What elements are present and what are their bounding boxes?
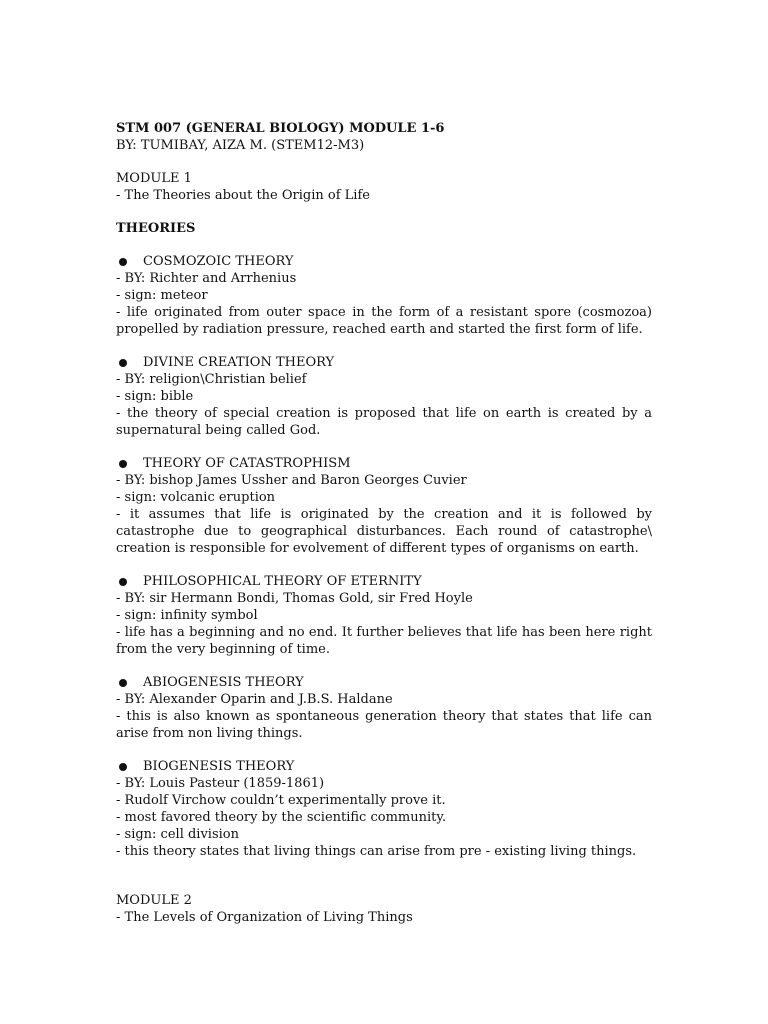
theory-description: - this theory states that living things can arise from pre - existing living things. xyxy=(116,844,637,859)
theory-name: ABIOGENESIS THEORY xyxy=(143,675,304,690)
theory-description: - it assumes that life is originated by the creation and it is followed by catastrophe due to geographical disturbances. Each round of catastrophe\ creation is responsible for evolvement of different types of organisms on earth. xyxy=(116,507,652,556)
theory-heading xyxy=(116,253,652,270)
spacer xyxy=(116,204,652,220)
theory-sign: - sign: bible xyxy=(116,389,194,404)
theory-description: - this is also known as spontaneous generation theory that states that life can arise from non living things. xyxy=(116,709,652,741)
theory-catastrophism xyxy=(116,455,652,557)
module1-heading: MODULE 1 xyxy=(116,171,192,186)
theory-divine-creation xyxy=(116,354,652,439)
bullet-icon xyxy=(119,460,127,468)
theory-name: DIVINE CREATION THEORY xyxy=(143,355,335,370)
theory-heading xyxy=(116,573,652,590)
bullet-icon xyxy=(119,359,127,367)
theory-by: - BY: sir Hermann Bondi, Thomas Gold, sir Fred Hoyle xyxy=(116,591,473,606)
theory-description: - the theory of special creation is proposed that life on earth is created by a supernatural being called God. xyxy=(116,406,652,438)
spacer xyxy=(116,876,652,892)
theory-by: - BY: bishop James Ussher and Baron Georges Cuvier xyxy=(116,473,467,488)
theory-description: - life originated from outer space in the form of a resistant spore (cosmozoa) propelled by radiation pressure, reached earth and started the first form of life. xyxy=(116,305,652,337)
theory-description: - life has a beginning and no end. It further believes that life has been here right from the very beginning of time. xyxy=(116,625,652,657)
spacer xyxy=(116,154,652,170)
theory-name: THEORY OF CATASTROPHISM xyxy=(143,456,351,471)
bullet-icon xyxy=(119,258,127,266)
theory-biogenesis xyxy=(116,758,652,860)
bullet-icon xyxy=(119,763,127,771)
theory-sign: - sign: meteor xyxy=(116,288,208,303)
spacer xyxy=(116,237,652,253)
theories-heading: THEORIES xyxy=(116,221,196,236)
document-author: BY: TUMIBAY, AIZA M. (STEM12-M3) xyxy=(116,138,365,153)
document-page xyxy=(116,120,652,926)
theory-name: BIOGENESIS THEORY xyxy=(143,759,295,774)
theory-sign: - sign: infinity symbol xyxy=(116,608,258,623)
theory-heading xyxy=(116,758,652,775)
theory-heading xyxy=(116,674,652,691)
theory-by: - BY: religion\Christian belief xyxy=(116,372,307,387)
bullet-icon xyxy=(119,679,127,687)
theory-cosmozoic xyxy=(116,253,652,338)
theory-note: - most favored theory by the scientific community. xyxy=(116,810,447,825)
theory-by: - BY: Louis Pasteur (1859-1861) xyxy=(116,776,325,791)
theory-heading xyxy=(116,354,652,371)
theory-abiogenesis xyxy=(116,674,652,742)
theory-heading xyxy=(116,455,652,472)
theory-by: - BY: Alexander Oparin and J.B.S. Haldane xyxy=(116,692,393,707)
theory-sign: - sign: cell division xyxy=(116,827,239,842)
module2-heading: MODULE 2 xyxy=(116,893,192,908)
theory-name: COSMOZOIC THEORY xyxy=(143,254,294,269)
theory-sign: - sign: volcanic eruption xyxy=(116,490,276,505)
bullet-icon xyxy=(119,578,127,586)
theory-by: - BY: Richter and Arrhenius xyxy=(116,271,297,286)
theory-note: - Rudolf Virchow couldn’t experimentally prove it. xyxy=(116,793,446,808)
theory-eternity xyxy=(116,573,652,658)
module2-subtitle: - The Levels of Organization of Living Things xyxy=(116,910,413,925)
module1-subtitle: - The Theories about the Origin of Life xyxy=(116,188,370,203)
document-title: STM 007 (GENERAL BIOLOGY) MODULE 1-6 xyxy=(116,121,445,136)
theory-name: PHILOSOPHICAL THEORY OF ETERNITY xyxy=(143,574,422,589)
